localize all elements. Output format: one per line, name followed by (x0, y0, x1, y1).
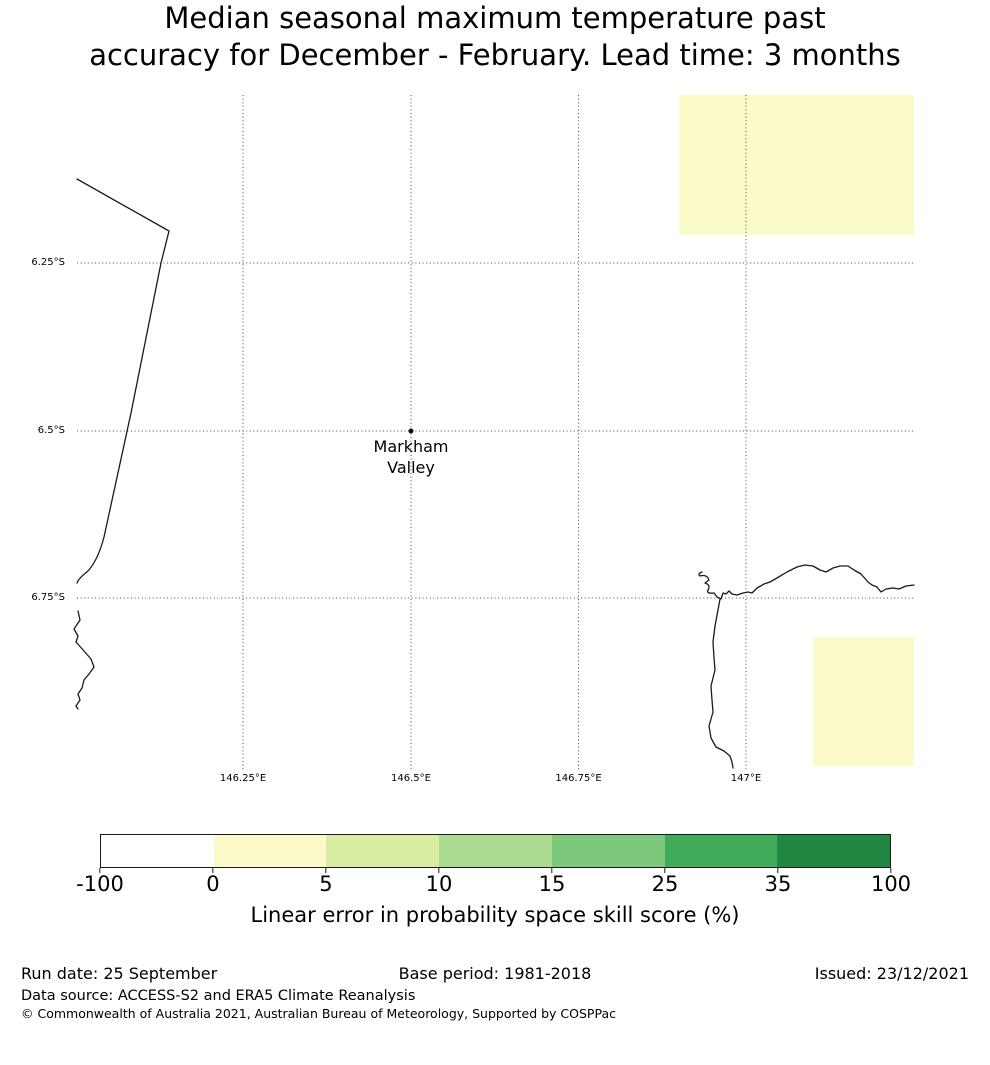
shaded-region-southeast (813, 637, 914, 766)
lat-tick-label-6-25s: 6.25°S (31, 257, 65, 268)
lon-tick-label-146-5e: 146.5°E (391, 773, 431, 784)
coastline-west-south (74, 611, 94, 709)
place-label-markham-valley (374, 436, 449, 478)
colorbar-segment-35-100 (777, 835, 890, 867)
footer-run-date: Run date: 25 September (21, 964, 218, 983)
lat-tick-label-6-75s: 6.75°S (31, 592, 65, 603)
colorbar-axis-label: Linear error in probability space skill score (%) (250, 903, 740, 927)
page-title-line1: Median seasonal maximum temperature past (164, 1, 826, 35)
page-title-line2: accuracy for December - February. Lead time: 3 months (89, 38, 901, 72)
colorbar-tick-labels (76, 872, 912, 896)
colorbar-tick-label-10: 10 (425, 872, 453, 896)
colorbar-tick-label-5: 5 (319, 872, 333, 896)
lon-tick-label-146-75e: 146.75°E (555, 773, 602, 784)
place-label-line2: Valley (387, 458, 435, 477)
colorbar (100, 834, 891, 868)
lat-tick-label-6-5s: 6.5°S (37, 425, 65, 436)
footer-copyright: © Commonwealth of Australia 2021, Australian Bureau of Meteorology, Supported by COSPPac (21, 1006, 616, 1021)
colorbar-segment-15-25 (552, 835, 665, 867)
place-label-line1: Markham (373, 437, 449, 456)
coastline-east-north (699, 565, 914, 599)
lon-tick-label-146-25e: 146.25°E (219, 773, 267, 784)
colorbar-segment-10-15 (439, 835, 552, 867)
coastline-east-south (709, 599, 733, 768)
colorbar-segment-25-35 (665, 835, 778, 867)
coastline-west-north (77, 179, 169, 583)
colorbar-tick-label-neg100: -100 (76, 872, 124, 896)
footer-issued-date: Issued: 23/12/2021 (814, 964, 969, 983)
shaded-region-northeast (679, 95, 914, 235)
colorbar-tick-label-0: 0 (206, 872, 220, 896)
footer-data-source: Data source: ACCESS-S2 and ERA5 Climate Reanalysis (21, 988, 416, 1004)
lon-tick-label-147e: 147°E (730, 773, 762, 784)
colorbar-tick-label-25: 25 (651, 872, 679, 896)
colorbar-segment-0-5 (214, 835, 327, 867)
colorbar-segment-neg100-0 (101, 835, 214, 867)
colorbar-tick-label-100: 100 (870, 872, 912, 896)
colorbar-tick-label-35: 35 (764, 872, 792, 896)
footer-base-period: Base period: 1981-2018 (398, 964, 592, 983)
place-marker-dot (409, 429, 414, 434)
colorbar-segment-5-10 (326, 835, 439, 867)
colorbar-tick-label-15: 15 (538, 872, 566, 896)
